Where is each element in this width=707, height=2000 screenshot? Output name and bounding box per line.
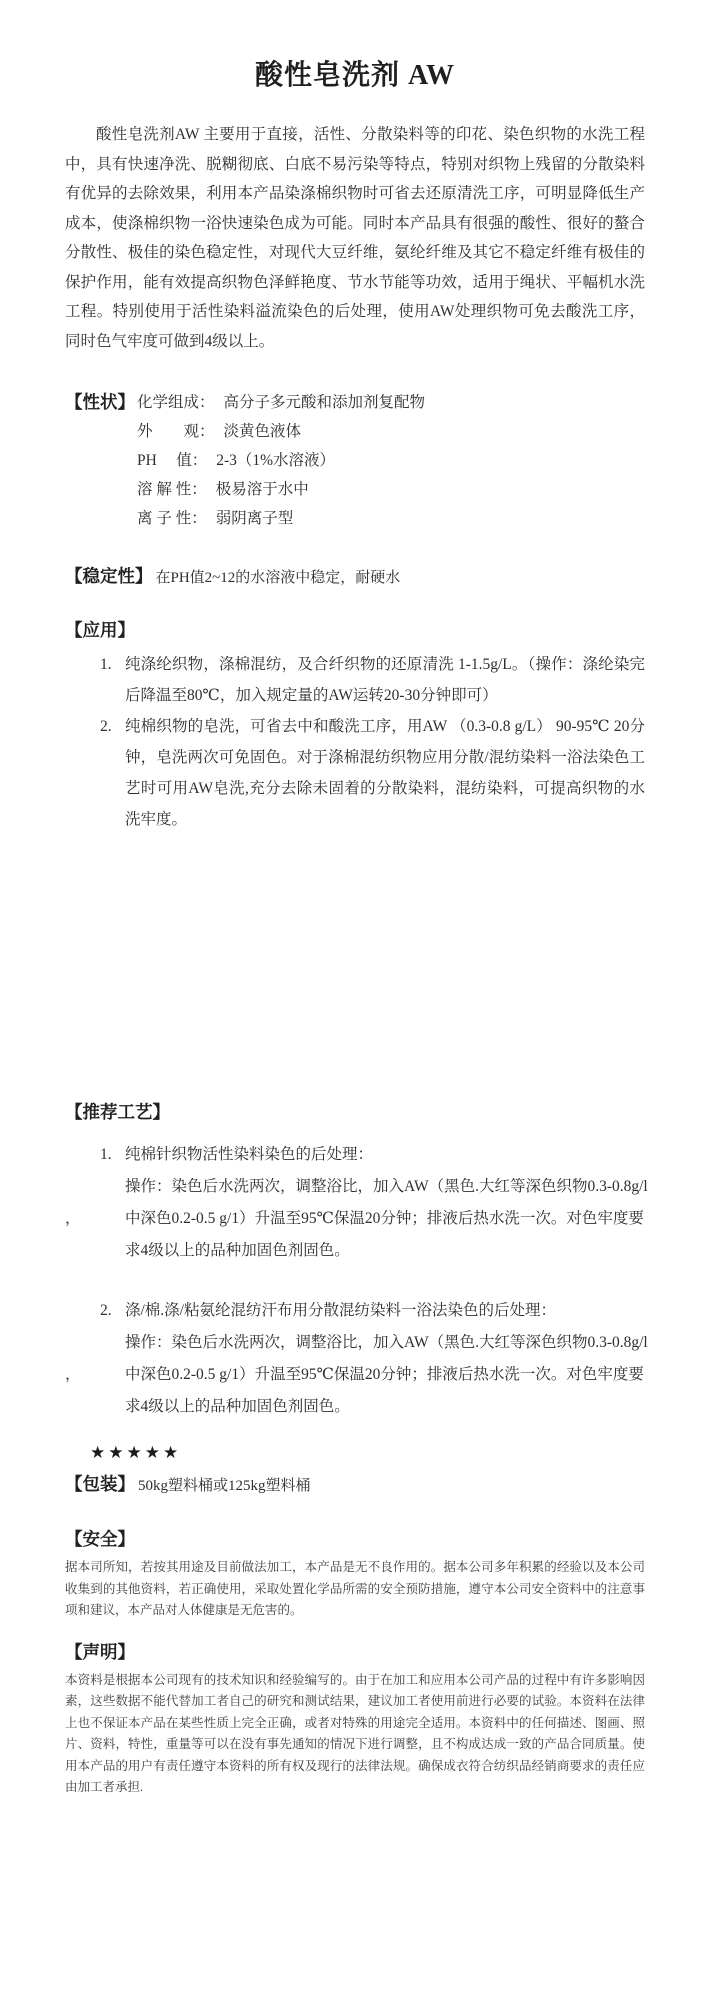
property-label: 离 子 性： (137, 510, 207, 527)
property-value: 极易溶于水中 (215, 481, 309, 498)
hanging-comma: ， (65, 1366, 81, 1383)
application-heading: 【应用】 (65, 620, 135, 640)
section-statement (65, 1640, 645, 1799)
statement-paragraph: 本资料是根据本公司现有的技术知识和经验编写的。由于在加工和应用本公司产品的过程中有许多影响因素，这些数据不能代替加工者自己的研究和测试结果，建议加工者使用前进行必要的试验。本资料在法律上也不保证本产品在某些性质上完全正确，或者对特殊的用途完全适用。本资料中的任何描述、图画、照片、资料，特性，重量等可以在没有事先通知的情况下进行调整，且不构成达成一致的产品合同质量。使用本产品的用户有责任遵守本资料的所有权及现行的法律法规。确保成衣符合纺织品经销商要求的责任应由加工者承担. (65, 1672, 645, 1794)
operation-text: 中深色0.2-0.5 g/1）升温至95℃保温20分钟；排液后热水洗一次。对色牢度要 (125, 1366, 644, 1383)
application-item-text: 纯棉织物的皂洗，可省去中和酸洗工序，用AW （0.3-0.8 g/L） 90-95℃ 20分钟，皂洗两次可免固色。对于涤棉混纺织物应用分散/混纺染料一浴法染色工艺时可用AW皂洗,充分去除未固着的分散染料，混纺染料，可提高织物的水洗牢度。 (125, 718, 645, 828)
process-item-title: 涤/棉.涤/粘氨纶混纺汗布用分散混纺染料一浴法染色的后处理： (125, 1302, 556, 1319)
process-item-title: 纯棉针织物活性染料染色的后处理： (125, 1146, 374, 1163)
properties-rows (137, 388, 425, 533)
section-packaging (65, 1471, 645, 1499)
property-label: 化学组成： (137, 394, 215, 411)
process-item-title-row (65, 1295, 645, 1327)
item-number: 2. (100, 1302, 112, 1319)
intro-paragraph: 酸性皂洗剂AW 主要用于直接，活性、分散染料等的印花、染色织物的水洗工程中，具有快速净洗、脱糊彻底、白底不易污染等特点，特别对织物上残留的分散染料有优异的去除效果，利用本产品染涤棉织物时可省去还原清洗工序，可明显降低生产成本，使涤棉织物一浴快速染色成为可能。同时本产品具有很强的酸性、很好的螯合分散性、极佳的染色稳定性，对现代大豆纤维，氨纶纤维及其它不稳定纤维有极佳的保护作用，能有效提高织物色泽鲜艳度、节水节能等功效，适用于绳状、平幅机水洗工程。特别使用于活性染料溢流染色的后处理，使用AW处理织物可免去酸洗工序，同时色气牢度可做到4级以上。 (65, 126, 645, 350)
section-safety (65, 1527, 645, 1622)
property-row (137, 504, 425, 533)
process-heading: 【推荐工艺】 (65, 1102, 170, 1122)
property-value: 2-3（1%水溶液） (216, 452, 336, 469)
application-item-text: 纯涤纶织物，涤棉混纺，及合纤织物的还原清洗 1-1.5g/L。（操作：涤纶染完后降温至80℃，加入规定量的AW运转20-30分钟即可） (125, 656, 645, 704)
operation-text: 求4级以上的品种加固色剂固色。 (125, 1242, 350, 1259)
operation-line (65, 1235, 645, 1267)
operation-text: 中深色0.2-0.5 g/1）升温至95℃保温20分钟；排液后热水洗一次。对色牢度要 (125, 1210, 644, 1227)
property-value: 弱阴离子型 (215, 510, 294, 527)
property-value: 高分子多元酸和添加剂复配物 (223, 394, 426, 411)
properties-heading: 【性状】 (65, 392, 135, 412)
operation-line (65, 1203, 645, 1235)
property-row (137, 475, 425, 504)
safety-paragraph: 据本司所知，若按其用途及目前做法加工，本产品是无不良作用的。据本公司多年积累的经验以及本公司收集到的其他资料，若正确使用，采取处置化学品所需的安全预防措施，遵守本公司安全资料中的注意事项和建议，本产品对人体健康是无危害的。 (65, 1560, 645, 1617)
property-label: 溶 解 性： (137, 481, 207, 498)
operation-text: 操作：染色后水洗两次，调整浴比，加入AW（黑色.大红等深色织物0.3-0.8g/l (125, 1334, 648, 1351)
process-item (65, 1295, 648, 1423)
application-list (65, 649, 645, 835)
stability-text: 在PH值2~12的水溶液中稳定，耐硬水 (155, 570, 401, 586)
property-row (137, 446, 425, 475)
operation-line (65, 1171, 648, 1203)
section-application (65, 617, 645, 835)
property-label: 外 观： (137, 423, 215, 440)
hanging-comma: ， (65, 1210, 81, 1227)
application-item (65, 711, 645, 835)
packaging-heading: 【包装】 (65, 1474, 135, 1494)
application-item (65, 649, 645, 711)
property-row (137, 388, 425, 417)
operation-text: 求4级以上的品种加固色剂固色。 (125, 1398, 350, 1415)
process-item-title-row (65, 1139, 645, 1171)
operation-line (65, 1327, 648, 1359)
rating-stars: ★★★★★ (90, 1443, 182, 1462)
stability-heading: 【稳定性】 (65, 566, 153, 586)
property-value: 淡黄色液体 (223, 423, 302, 440)
blank-space (65, 835, 645, 1073)
item-number: 1. (100, 1146, 112, 1163)
property-label: PH 值： (137, 452, 208, 469)
section-properties (65, 388, 645, 533)
safety-heading: 【安全】 (65, 1529, 135, 1549)
item-number: 2. (100, 718, 112, 735)
statement-heading: 【声明】 (65, 1641, 135, 1662)
item-number: 1. (100, 656, 112, 673)
operation-line (65, 1359, 645, 1391)
packaging-text: 50kg塑料桶或125kg塑料桶 (138, 1478, 311, 1494)
operation-text: 操作：染色后水洗两次，调整浴比，加入AW（黑色.大红等深色织物0.3-0.8g/l (125, 1178, 648, 1195)
page-title: 酸性皂洗剂 AW (254, 60, 456, 91)
section-stability (65, 563, 645, 591)
operation-line (65, 1391, 645, 1423)
process-item (65, 1139, 648, 1267)
section-process (65, 1099, 648, 1423)
property-row (137, 417, 425, 446)
